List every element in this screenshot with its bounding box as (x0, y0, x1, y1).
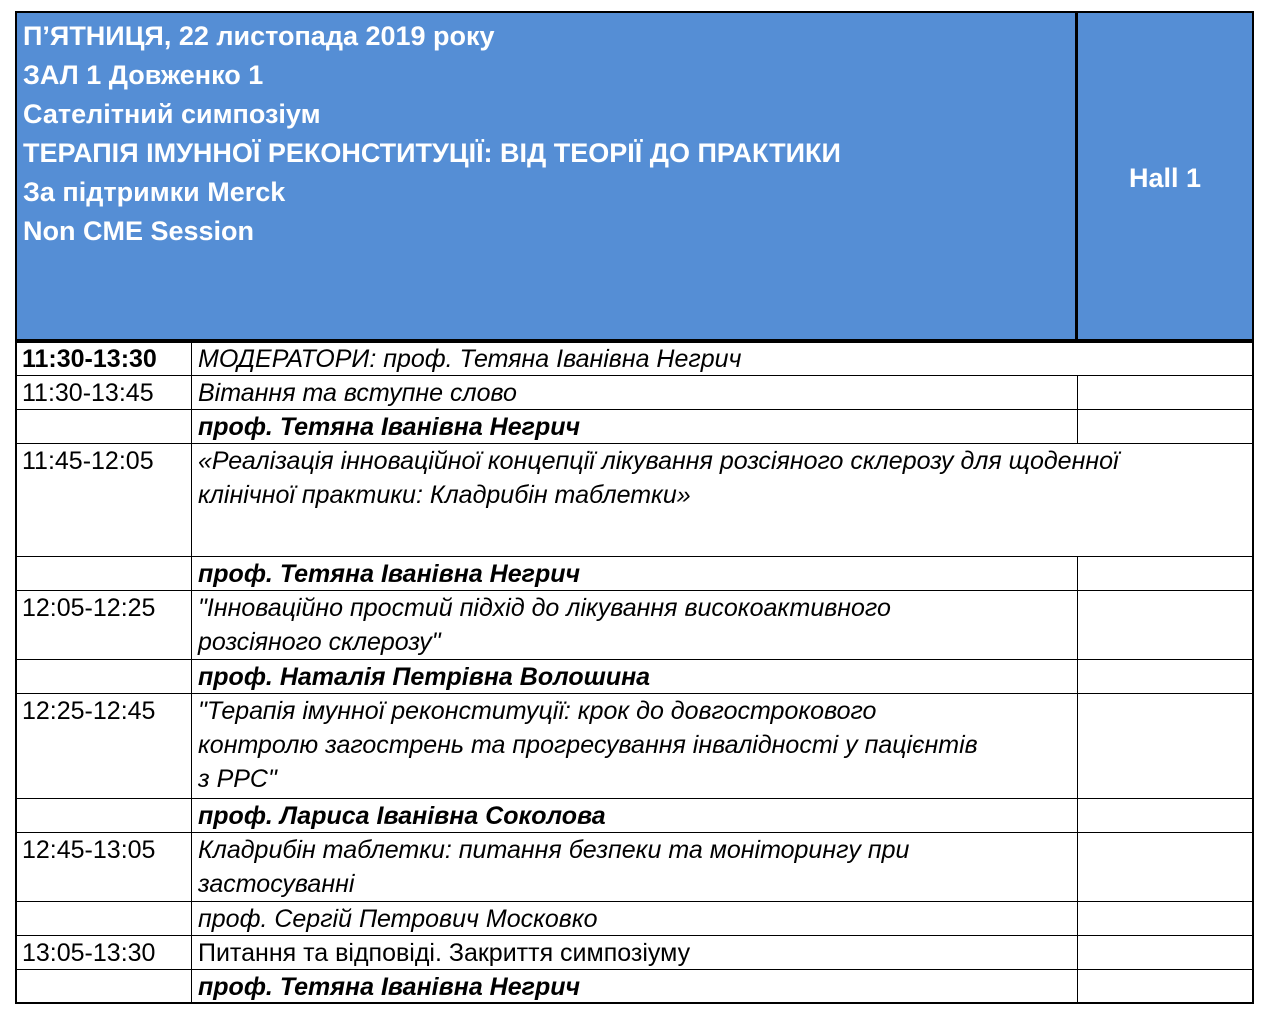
table-row (15, 409, 1254, 444)
note-cell (1077, 556, 1254, 591)
speaker-cell: проф. Тетяна Іванівна Негрич (191, 556, 1078, 591)
topic-cell: Вітання та вступне слово (191, 375, 1078, 410)
speaker-cell: проф. Лариса Іванівна Соколова (191, 798, 1078, 833)
topic-cell: "Терапія імунної реконституції: крок до довгострокового контролю загострень та прогресування інвалідності у пацієнтів з РРС" (191, 693, 1078, 799)
time-cell: 11:45-12:05 (15, 443, 192, 557)
time-cell (15, 409, 192, 444)
table-row (15, 341, 1254, 376)
topic-cell: Питання та відповіді. Закриття симпозіуму (191, 935, 1078, 970)
header-sponsor: За підтримки Merck (23, 177, 286, 207)
note-cell (1077, 798, 1254, 833)
table-row (15, 901, 1254, 936)
time-cell (15, 659, 192, 694)
speaker-cell: проф. Наталія Петрівна Волошина (191, 659, 1078, 694)
time-cell: 12:25-12:45 (15, 693, 192, 799)
topic-cell: Кладрибін таблетки: питання безпеки та моніторингу при застосуванні (191, 832, 1078, 902)
moderators-cell: МОДЕРАТОРИ: проф. Тетяна Іванівна Негрич (191, 341, 1254, 376)
time-cell (15, 556, 192, 591)
hall-cell (1076, 11, 1254, 341)
table-row (15, 832, 1254, 902)
time-cell (15, 798, 192, 833)
note-cell (1077, 901, 1254, 936)
session-header (15, 11, 1077, 341)
speaker-cell: проф. Тетяна Іванівна Негрич (191, 969, 1078, 1004)
table-row (15, 659, 1254, 694)
note-cell (1077, 935, 1254, 970)
time-cell: 12:45-13:05 (15, 832, 192, 902)
speaker-cell: проф. Тетяна Іванівна Негрич (191, 409, 1078, 444)
table-row (15, 590, 1254, 660)
table-row (15, 556, 1254, 591)
time-cell: 12:05-12:25 (15, 590, 192, 660)
note-cell (1077, 375, 1254, 410)
table-row (15, 693, 1254, 799)
header-cme-status: Non CME Session (23, 216, 255, 246)
topic-cell: «Реалізація інноваційної концепції лікування розсіяного склерозу для щоденної клінічної практики: Кладрибін таблетки» (191, 443, 1254, 557)
table-row (15, 443, 1254, 557)
note-cell (1077, 590, 1254, 660)
time-cell (15, 969, 192, 1004)
time-cell (15, 901, 192, 936)
note-cell (1077, 832, 1254, 902)
time-cell: 13:05-13:30 (15, 935, 192, 970)
topic-cell: "Інноваційно простий підхід до лікування високоактивного розсіяного склерозу" (191, 590, 1078, 660)
note-cell (1077, 693, 1254, 799)
table-row (15, 935, 1254, 970)
header-date: П’ЯТНИЦЯ, 22 листопада 2019 року (23, 21, 495, 51)
note-cell (1077, 969, 1254, 1004)
header-session-type: Сателітний симпозіум (23, 99, 321, 129)
table-row (15, 375, 1254, 410)
time-cell: 11:30-13:30 (15, 341, 192, 376)
speaker-cell: проф. Сергій Петрович Московко (191, 901, 1078, 936)
note-cell (1077, 659, 1254, 694)
header-hall-name: ЗАЛ 1 Довженко 1 (23, 60, 264, 90)
note-cell (1077, 409, 1254, 444)
time-cell: 11:30-13:45 (15, 375, 192, 410)
table-row (15, 798, 1254, 833)
hall-label: Hall 1 (1128, 162, 1202, 193)
table-row (15, 969, 1254, 1004)
header-session-title: ТЕРАПІЯ ІМУННОЇ РЕКОНСТИТУЦІЇ: ВІД ТЕОРІЇ ДО ПРАКТИКИ (23, 138, 841, 168)
